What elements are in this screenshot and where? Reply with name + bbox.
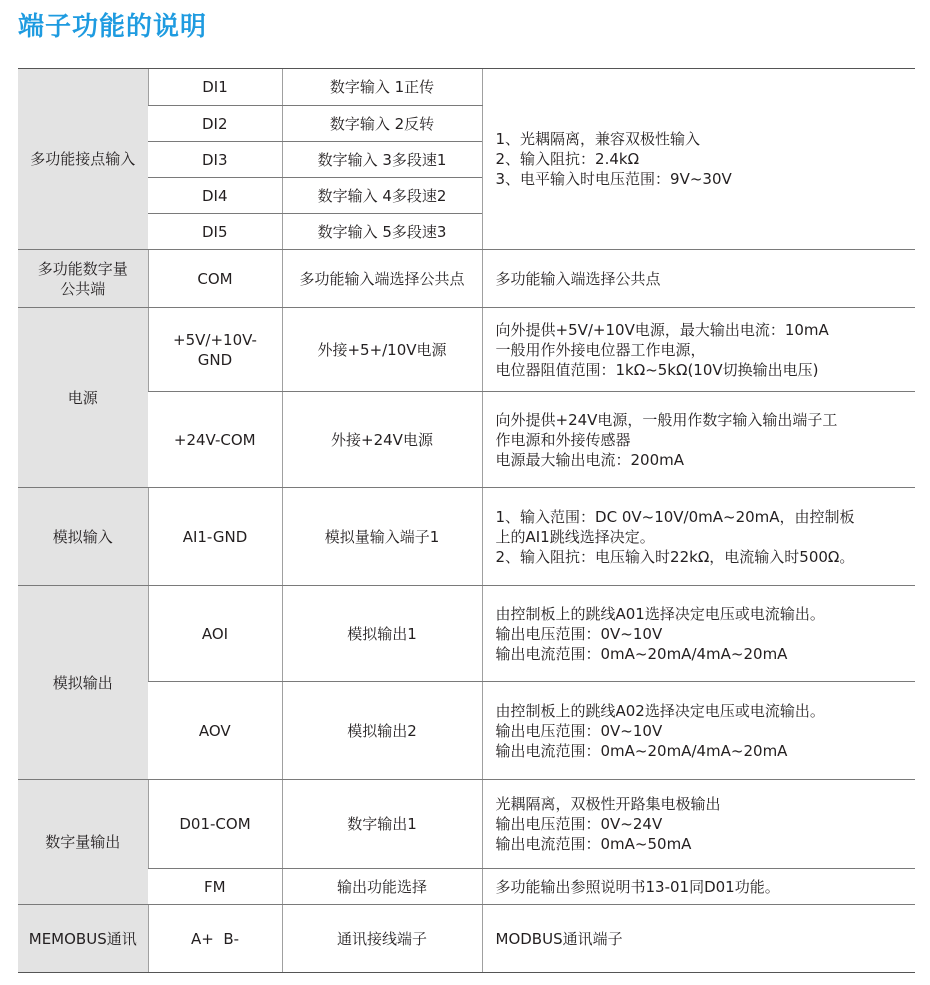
group-label-digital-output: 数字量输出	[18, 780, 148, 905]
table-row	[18, 308, 915, 392]
pin-cell: DI3	[148, 142, 282, 178]
function-cell: 数字输出1	[282, 780, 482, 869]
pin-cell: DI4	[148, 178, 282, 214]
desc-line: 输出电流范围：0mA~20mA/4mA~20mA	[495, 644, 788, 663]
description-cell	[482, 586, 915, 682]
pin-cell: D01-COM	[148, 780, 282, 869]
description-cell	[482, 488, 915, 586]
function-cell: 模拟输出1	[282, 586, 482, 682]
function-cell: 模拟输出2	[282, 682, 482, 780]
table-row	[18, 905, 915, 973]
desc-line: 输出电流范围：0mA~20mA/4mA~20mA	[495, 741, 788, 760]
group-label-line: 公共端	[60, 279, 106, 298]
pin-cell: DI5	[148, 214, 282, 250]
function-cell: 数字输入 1正传	[282, 69, 482, 106]
table-row	[18, 780, 915, 869]
desc-line: 3、电平输入时电压范围：9V~30V	[495, 170, 732, 188]
desc-line: 由控制板上的跳线A01选择决定电压或电流输出。	[495, 604, 825, 623]
function-cell: 数字输入 5多段速3	[282, 214, 482, 250]
desc-line: 光耦隔离，双极性开路集电极输出	[495, 795, 721, 813]
desc-line: 2、输入阻抗：电压输入时22kΩ，电流输入时500Ω。	[495, 547, 855, 566]
table-row	[18, 869, 915, 905]
group-label-power: 电源	[18, 308, 148, 488]
group-label-multi-contact-input: 多功能接点输入	[18, 69, 148, 250]
desc-line: 上的AI1跳线选择决定。	[495, 527, 655, 546]
pin-cell: A+ B-	[148, 905, 282, 973]
table-row	[18, 488, 915, 586]
group-label-memobus-comm: MEMOBUS通讯	[18, 905, 148, 973]
group-label-line: 多功能数字量	[37, 259, 128, 278]
desc-line: 1、输入范围：DC 0V~10V/0mA~20mA，由控制板	[495, 507, 855, 526]
desc-line: 多功能输出参照说明书13-01同D01功能。	[495, 877, 780, 896]
pin-cell: +24V-COM	[148, 392, 282, 488]
desc-line: 作电源和外接传感器	[495, 430, 631, 449]
desc-line: 一般用作外接电位器工作电源，	[495, 340, 706, 359]
group-label-digital-common	[18, 250, 148, 308]
function-cell: 外接+5+/10V电源	[282, 308, 482, 392]
pin-cell: +5V/+10V-GND	[148, 308, 282, 392]
function-cell: 模拟量输入端子1	[282, 488, 482, 586]
function-cell: 多功能输入端选择公共点	[282, 250, 482, 308]
description-cell	[482, 869, 915, 905]
table-row	[18, 69, 915, 106]
function-cell: 外接+24V电源	[282, 392, 482, 488]
group-label-analog-output: 模拟输出	[18, 586, 148, 780]
function-cell: 输出功能选择	[282, 869, 482, 905]
desc-line: 电位器阻值范围：1kΩ~5kΩ(10V切换输出电压)	[495, 360, 819, 379]
description-cell: 多功能输入端选择公共点	[482, 250, 915, 308]
pin-cell: AOI	[148, 586, 282, 682]
desc-line: 输出电流范围：0mA~50mA	[495, 835, 692, 853]
desc-line: 由控制板上的跳线A02选择决定电压或电流输出。	[495, 701, 825, 720]
pin-cell: FM	[148, 869, 282, 905]
desc-line: 输出电压范围：0V~24V	[495, 815, 663, 833]
desc-line: 输出电压范围：0V~10V	[495, 624, 663, 643]
table-row	[18, 392, 915, 488]
pin-cell: COM	[148, 250, 282, 308]
table-row	[18, 682, 915, 780]
pin-cell: DI2	[148, 106, 282, 142]
description-cell: MODBUS通讯端子	[482, 905, 915, 973]
description-cell	[482, 308, 915, 392]
group-label-analog-input: 模拟输入	[18, 488, 148, 586]
function-cell: 数字输入 3多段速1	[282, 142, 482, 178]
desc-line: 输出电压范围：0V~10V	[495, 721, 663, 740]
description-cell	[482, 682, 915, 780]
table-row	[18, 250, 915, 308]
description-cell	[482, 780, 915, 869]
function-cell: 通讯接线端子	[282, 905, 482, 973]
pin-cell: AI1-GND	[148, 488, 282, 586]
desc-line: 向外提供+24V电源，一般用作数字输入输出端子工	[495, 410, 838, 429]
page-title: 端子功能的说明	[18, 12, 208, 42]
function-cell: 数字输入 2反转	[282, 106, 482, 142]
desc-line: 向外提供+5V/+10V电源，最大输出电流：10mA	[495, 320, 829, 339]
desc-line: 电源最大输出电流：200mA	[495, 450, 685, 469]
function-cell: 数字输入 4多段速2	[282, 178, 482, 214]
description-cell	[482, 69, 915, 250]
pin-cell: AOV	[148, 682, 282, 780]
description-cell	[482, 392, 915, 488]
pin-cell: DI1	[148, 69, 282, 106]
table-row	[18, 586, 915, 682]
desc-line: 1、光耦隔离，兼容双极性输入	[495, 130, 701, 148]
terminal-function-table	[18, 68, 915, 973]
desc-line: 2、输入阻抗：2.4kΩ	[495, 150, 640, 168]
